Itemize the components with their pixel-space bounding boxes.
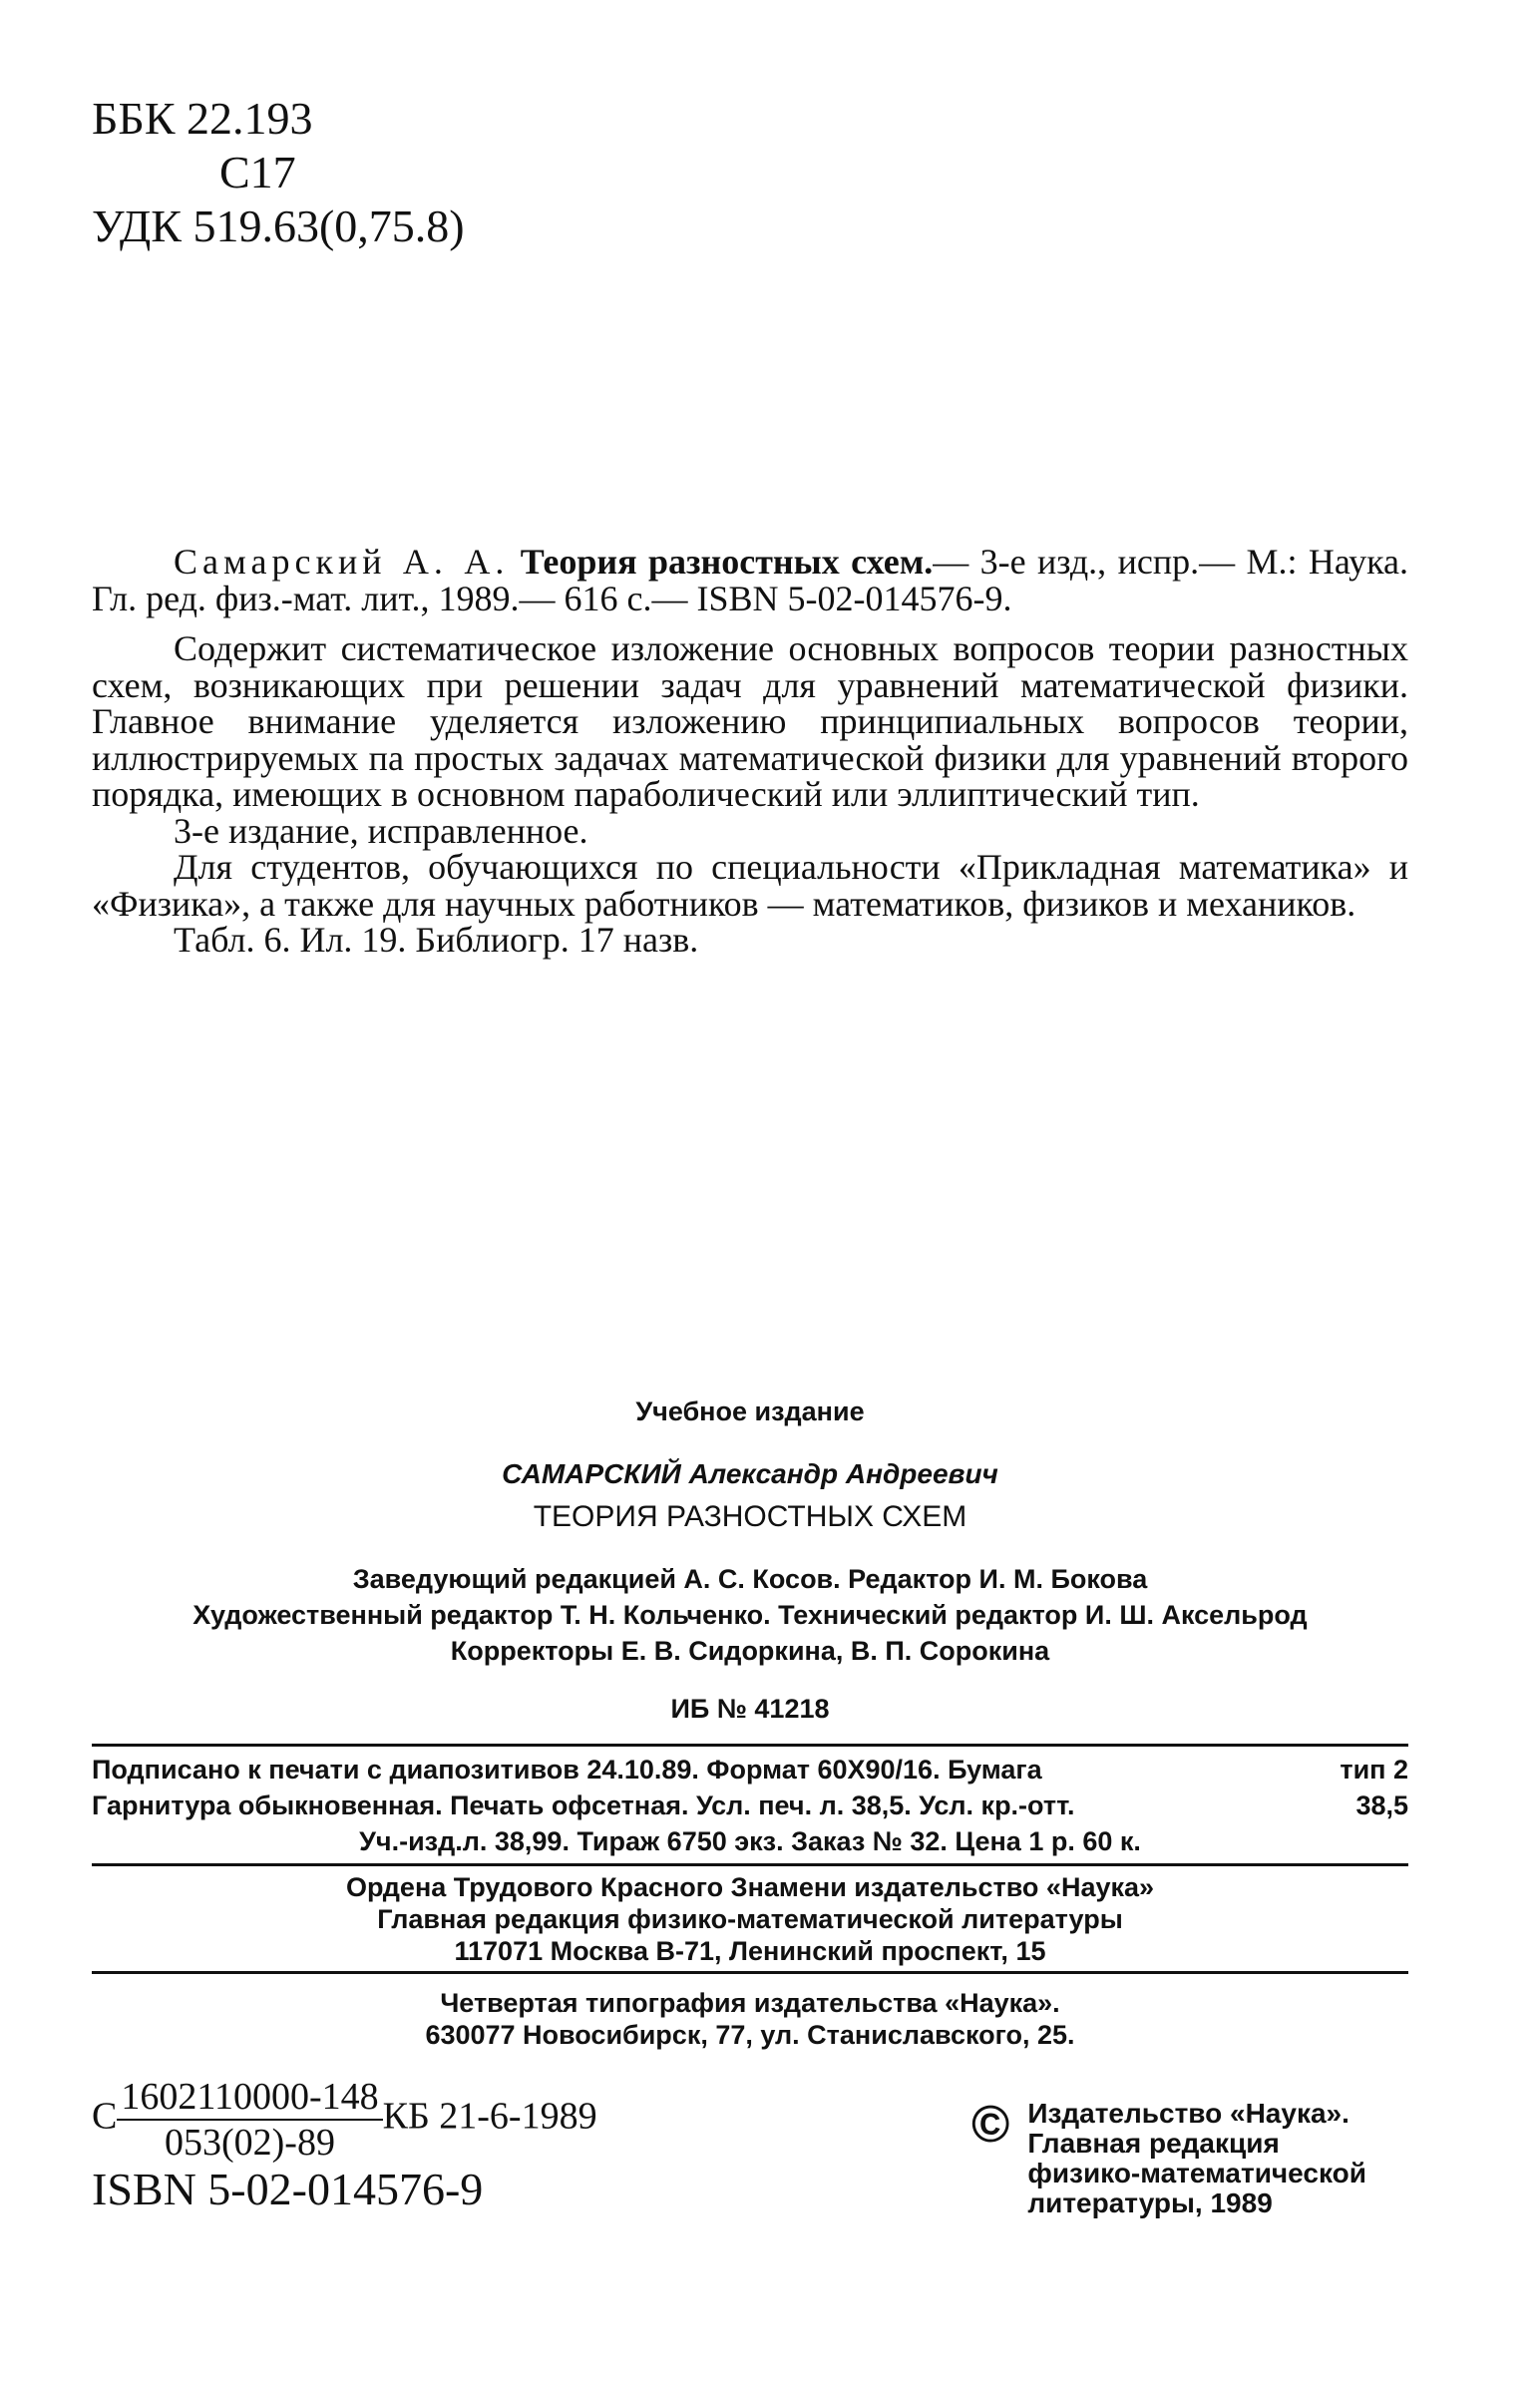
code-prefix: С xyxy=(92,2095,118,2138)
code-numerator: 1602110000-148 xyxy=(117,2075,382,2121)
udk-code: УДК 519.63(0,75.8) xyxy=(92,200,465,251)
book-title: ТЕОРИЯ РАЗНОСТНЫХ СХЕМ xyxy=(533,1500,967,1533)
copyright-block xyxy=(971,2096,1366,2218)
copyright-line-1: Издательство «Наука». xyxy=(1027,2098,1349,2129)
divider-top xyxy=(92,1744,1408,1747)
code-denominator: 053(02)-89 xyxy=(165,2122,335,2164)
imprint-line-1: Подписано к печати с диапозитивов 24.10.89. Формат 60Х90/16. Бумага xyxy=(92,1755,1042,1785)
copyright-icon: © xyxy=(971,2096,1010,2154)
imprint-row-1 xyxy=(92,1752,1408,1787)
copyright-line-3: физико-математической xyxy=(1027,2158,1366,2188)
imprint-block xyxy=(92,1752,1408,1859)
imprint-row-2 xyxy=(92,1787,1408,1823)
staff-line-1: Заведующий редакцией А. С. Косов. Редактор И. М. Бокова xyxy=(352,1564,1148,1594)
citation-rest: — 3-е изд., испр.— М.: Наука. Гл. ред. физ.-мат. лит., 1989.— 616 с.— ISBN 5-02-014576-9. xyxy=(92,542,1408,618)
printer-line-1: Четвертая типография издательства «Наука». xyxy=(440,1988,1060,2018)
edition-note: 3-е издание, исправленное. xyxy=(174,810,588,851)
publisher-line-3: 117071 Москва В-71, Ленинский проспект, 15 xyxy=(454,1936,1046,1966)
printer-block xyxy=(92,1987,1408,2051)
staff-line-2: Художественный редактор Т. Н. Кольченко. Технический редактор И. Ш. Аксельрод xyxy=(192,1600,1308,1630)
code-fraction xyxy=(117,2075,382,2165)
copyright-line-4: литературы, 1989 xyxy=(1027,2187,1273,2218)
edition-type: Учебное издание xyxy=(635,1396,865,1426)
publisher-line-1: Ордена Трудового Красного Знамени издательство «Наука» xyxy=(345,1872,1155,1902)
abstract-block xyxy=(92,544,1408,959)
citation xyxy=(92,544,1408,616)
printer-line-2: 630077 Новосибирск, 77, ул. Станиславского, 25. xyxy=(425,2020,1075,2050)
description: Содержит систематическое изложение основных вопросов теории разностных схем, возникающих при решении задач для уравнений математической физики. Главное внимание уделяется изложению принципиальных вопросов теории, иллюстрируемых па простых задачах математической физики для уравнений второго порядка, имеющих в основном параболический или эллиптический тип. xyxy=(92,628,1408,814)
citation-author: Самарский А. А. xyxy=(174,542,510,582)
publisher-line-2: Главная редакция физико-математической литературы xyxy=(377,1904,1123,1934)
divider-middle xyxy=(92,1863,1408,1866)
audience-note: Для студентов, обучающихся по специальности «Прикладная математика» и «Физика», а также для научных работников — математиков, физиков и механиков. xyxy=(92,847,1408,924)
bbk-code: ББК 22.193 xyxy=(92,93,313,144)
isbn-number: ISBN 5-02-014576-9 xyxy=(92,2164,484,2214)
imprint-line-3: Уч.-изд.л. 38,99. Тираж 6750 экз. Заказ № 32. Цена 1 р. 60 к. xyxy=(359,1826,1141,1856)
author-full-name: САМАРСКИЙ Александр Андреевич xyxy=(502,1458,998,1489)
stats-note: Табл. 6. Ил. 19. Библиогр. 17 назв. xyxy=(174,920,699,960)
copyright-line-2: Главная редакция xyxy=(1027,2128,1280,2159)
author-mark: С17 xyxy=(219,147,296,198)
publisher-block xyxy=(92,1871,1408,1967)
print-sheets: 38,5 xyxy=(1355,1790,1408,1820)
kb-code: КБ 21-6-1989 xyxy=(382,2095,597,2138)
code-block xyxy=(92,2075,597,2165)
paper-type: тип 2 xyxy=(1340,1755,1408,1785)
staff-line-3: Корректоры Е. В. Сидоркина, В. П. Сорокина xyxy=(450,1636,1050,1666)
classification-block xyxy=(92,92,465,253)
ib-number: ИБ № 41218 xyxy=(670,1694,830,1724)
citation-title: Теория разностных схем. xyxy=(520,542,934,582)
imprint-line-2: Гарнитура обыкновенная. Печать офсетная. Усл. печ. л. 38,5. Усл. кр.-отт. xyxy=(92,1790,1075,1820)
divider-bottom xyxy=(92,1971,1408,1974)
